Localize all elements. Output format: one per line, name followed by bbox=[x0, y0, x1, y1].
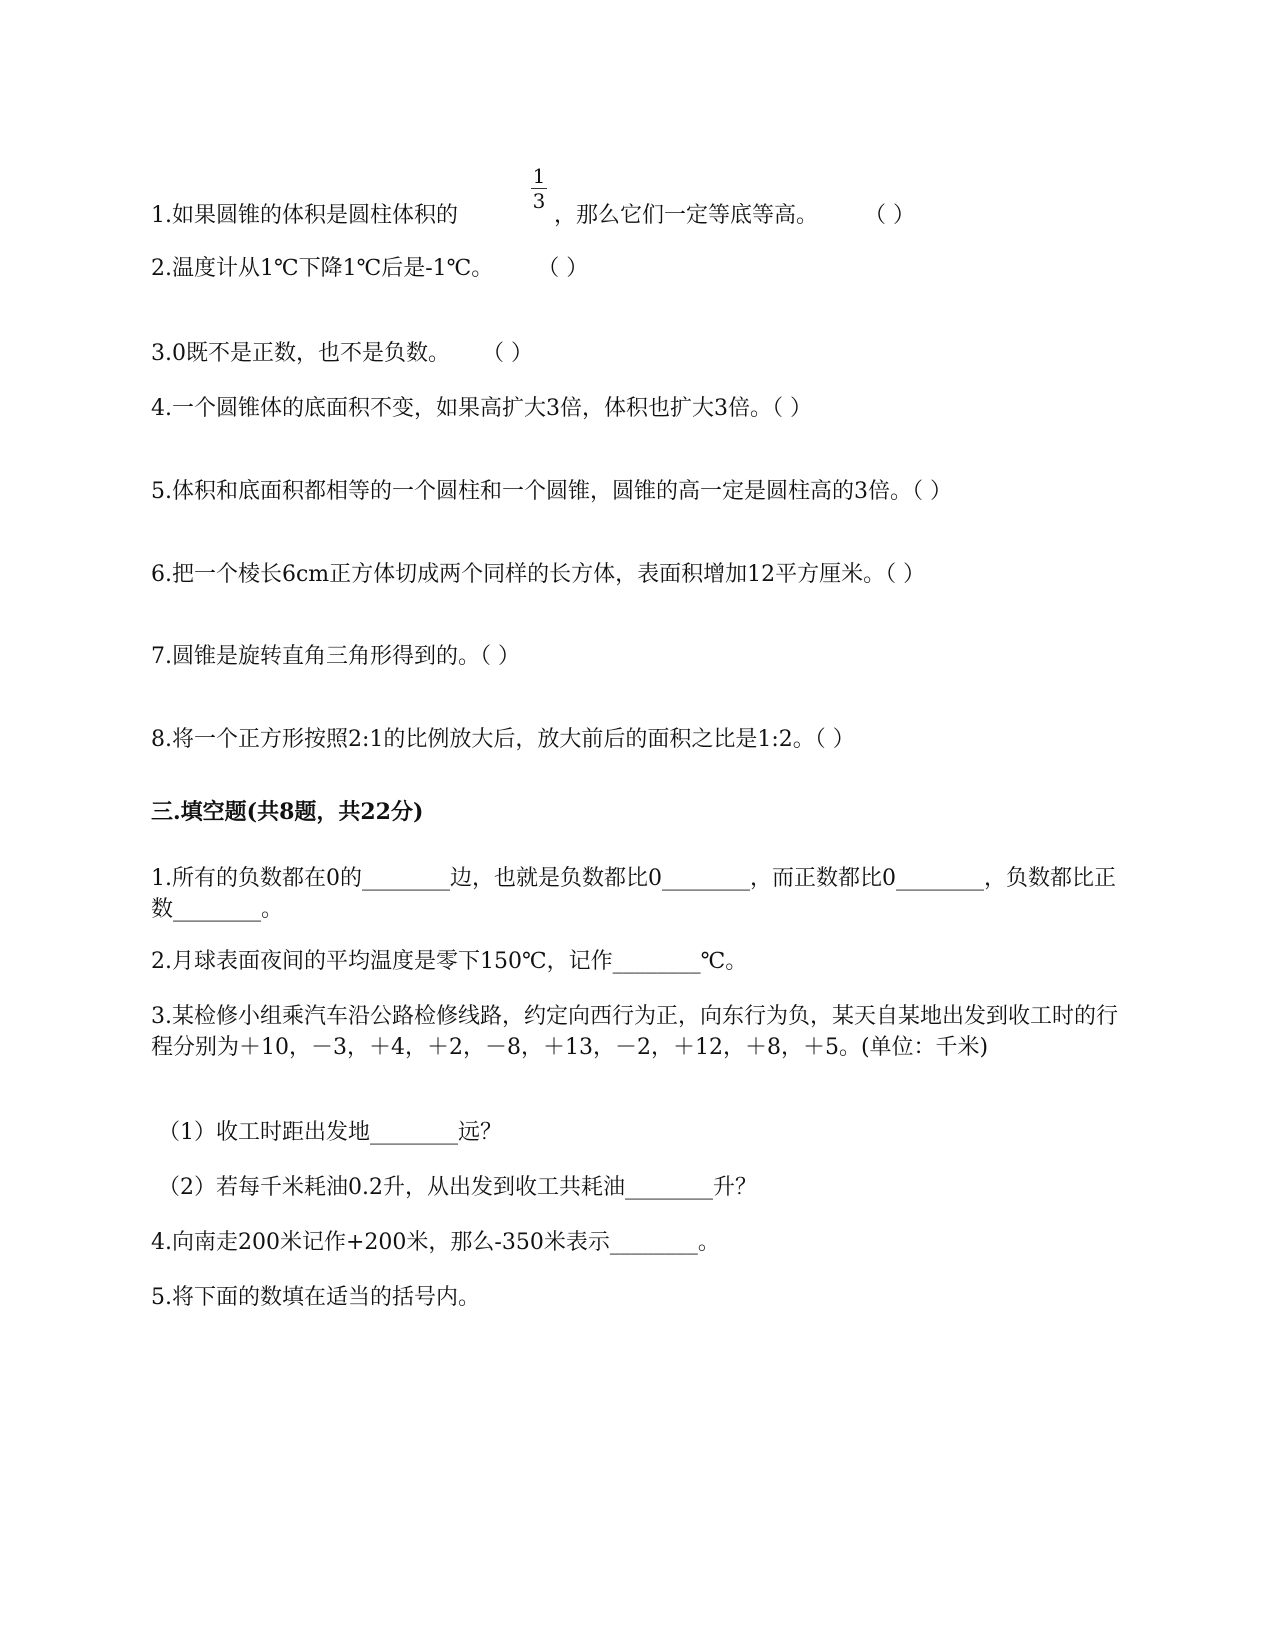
judge-question-5: 5.体积和底面积都相等的一个圆柱和一个圆锥，圆锥的高一定是圆柱高的3倍。（ ） bbox=[151, 479, 952, 504]
judge-q1-text-after: ，那么它们一定等底等高。 bbox=[554, 203, 819, 228]
fill-question-3-part-1: （1）收工时距出发地________远？ bbox=[158, 1120, 502, 1145]
fill-question-4: 4.向南走200米记作+200米，那么-350米表示________。 bbox=[151, 1230, 720, 1255]
fraction-denominator: 3 bbox=[532, 189, 546, 213]
fill-question-3: 3.某检修小组乘汽车沿公路检修线路，约定向西行为正，向东行为负，某天自某地出发到收工时的行程分别为＋10，－3，＋4，＋2，－8，＋13，－2，＋12，＋8，＋5。(单位：千米) bbox=[151, 1004, 1118, 1060]
judge-question-7: 7.圆锥是旋转直角三角形得到的。（ ） bbox=[151, 644, 520, 669]
section-heading-fill-in: 三.填空题(共8题，共22分) bbox=[151, 799, 424, 825]
fraction-numerator: 1 bbox=[532, 164, 546, 188]
judge-question-2 bbox=[151, 253, 588, 284]
judge-question-8: 8.将一个正方形按照2:1的比例放大后，放大前后的面积之比是1:2。（ ） bbox=[151, 727, 855, 752]
judge-q1-answer-paren: （ ） bbox=[864, 203, 916, 228]
judge-question-6: 6.把一个棱长6cm正方体切成两个同样的长方体，表面积增加12平方厘米。（ ） bbox=[151, 562, 926, 587]
judge-q1-text-before: 1.如果圆锥的体积是圆柱体积的 bbox=[151, 203, 458, 228]
judge-question-1 bbox=[151, 200, 915, 231]
judge-question-4: 4.一个圆锥体的底面积不变，如果高扩大3倍，体积也扩大3倍。（ ） bbox=[151, 396, 812, 421]
judge-q3-text: 3.0既不是正数，也不是负数。 bbox=[151, 341, 450, 366]
fill-question-5: 5.将下面的数填在适当的括号内。 bbox=[151, 1285, 480, 1310]
judge-question-3 bbox=[151, 338, 533, 369]
fill-question-2: 2.月球表面夜间的平均温度是零下150℃，记作________℃。 bbox=[151, 949, 748, 974]
fill-question-3-part-2: （2）若每千米耗油0.2升，从出发到收工共耗油________升？ bbox=[158, 1175, 757, 1200]
judge-q2-text: 2.温度计从1℃下降1℃后是-1℃。 bbox=[151, 256, 494, 281]
judge-q2-answer-paren: （ ） bbox=[537, 256, 589, 281]
judge-q3-answer-paren: （ ） bbox=[482, 341, 533, 366]
fill-question-1: 1.所有的负数都在0的________边，也就是负数都比0________，而正数都比0________，负数都比正数________。 bbox=[151, 866, 1116, 922]
